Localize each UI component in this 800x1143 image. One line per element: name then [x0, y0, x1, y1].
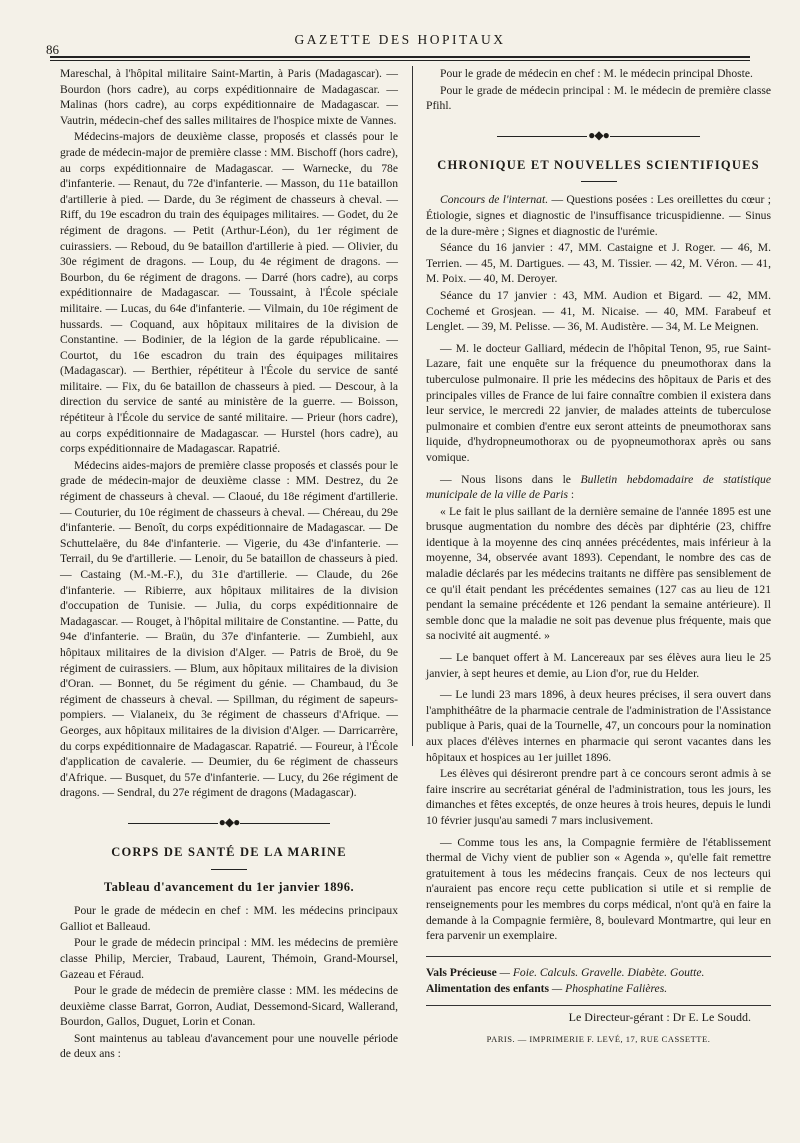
- ad-text: — Phosphatine Falières.: [549, 982, 668, 996]
- column-divider: [412, 66, 413, 746]
- left-paragraph: Médecins aides-majors de première classe proposés et classés pour le grade de médecin-major de deuxième classe : MM. Destrez, du 2e régiment de chasseurs à cheval. — Claoué, du 18e régiment d'artillerie. — Couturier, du 10e régiment de chasseurs à cheval. — Chéreau, du 29e d'infanterie. — Benoît, du corps expéditionnaire de Madagascar. — De Schuttelaëre, du 84e d'infanterie. — Vigerie, du 43e d'infanterie. — Terrail, du 9e d'artillerie. — Lenoir, du 5e bataillon de chasseurs à pied. — Castaing (M.-M.-F.), du 31e d'artillerie. — Claude, du 26e d'infanterie. — Ribierre, aux hôpitaux militaires de la division d'occupation de Tunisie. — Julia, du corps expéditionnaire de Madagascar. — Rouget, à l'hôpital militaire de Constantine. — Patte, du 94e d'infanterie. — Braün, du 37e d'infanterie. — Zumbiehl, aux hôpitaux militaires de la division d'Alger. — Patris de Broë, du 9e régiment de cuirassiers. — Blum, aux hôpitaux militaires de la division d'Oran. — Bonnet, du 5e régiment du génie. — Chambaud, du 3e régiment de chasseurs à cheval. — Spillman, du régiment de sapeurs-pompiers. — Vialaneix, du 3e régiment de chasseurs d'Afrique. — Georges, aux hôpitaux militaires de la division d'Alger. — Darricarrère, du corps expéditionnaire de Madagascar. Rapatrié. — Foureur, à l'École d'application de cavalerie. — Deumier, du 6e régiment de chasseurs d'Afrique. — Busquet, du 57e d'infanterie. — Lucy, du 26e régiment de dragons. — Sendral, du 27e régiment de dragons (Madagascar).: [60, 458, 398, 800]
- concours-paragraph: Les élèves qui désireront prendre part à ce concours seront admis à se faire inscrire au secrétariat général de l'administration, tous les jours, les dimanches et fêtes exceptés, de onze heures à trois heures, depuis le lundi 10 février jusqu'au samedi 7 mars inclusivement.: [426, 767, 771, 827]
- short-rule: [581, 181, 617, 182]
- marine-paragraph: Sont maintenus au tableau d'avancement pour une nouvelle période de deux ans :: [60, 1031, 398, 1061]
- left-paragraph: Mareschal, à l'hôpital militaire Saint-Martin, à Paris (Madagascar). — Bourdon (hors cadre), au corps expéditionnaire de Madagascar. — Malinas (hors cadre), au corps expéditionnaire de Madagascar. — Vautrin, médecin-chef des salles militaires de l'hospice mixte de Vannes.: [60, 67, 398, 127]
- seance-paragraph: Séance du 17 janvier : 43, MM. Audion et Bigard. — 42, MM. Cochemé et Grosjean. — 41, M. Nicaise. — 40, MM. Farabeuf et Lenglet. — 39, M. Pelisse. — 36, M. Audistère. — 34, M. Le Meignen.: [426, 288, 771, 334]
- bulletin-quote: « Le fait le plus saillant de la dernière semaine de l'année 1895 est une brusque augmentation du nombre des décès par diphtérie (23, chiffre identique à la moyenne des cinq années précédentes, mais inférieur à la moyenne, 34, observée avant 1893). Cependant, le nombre des cas de maladie déclarés par les médecins traitants ne diffère pas sensiblement de ce qu'il était pendant les précédentes semaines (127 cas au lieu de 121 pendant la semaine précédente et 126 pendant la semaine antérieure). Il semble donc que la maladie ne soit pas devenue plus fréquente, mais que sa nocivité ait augmenté. »: [426, 504, 771, 643]
- ad-brand: Vals Précieuse: [426, 965, 497, 979]
- vichy-paragraph: — Comme tous les ans, la Compagnie fermière de l'établissement thermal de Vichy vient de publier son « Agenda », qu'elle fait remettre gratuitement à tous les médecins français. Ceux de nos lecteurs qui n'auraient pas encore reçu cette publication si utile et si remplie de renseignements pour les membres du corps médical, n'ont qu'à en faire la demande à la Compagnie fermière, 8, boulevard Montmartre, qui leur en fera parvenir un exemplaire.: [426, 835, 771, 943]
- galliard-paragraph: — M. le docteur Galliard, médecin de l'hôpital Tenon, 95, rue Saint-Lazare, fait une enquête sur la fréquence du pneumothorax dans la tuberculose pulmonaire. Il prie les médecins des hôpitaux de Paris et des principales villes de France de lui faire connaître combien il existera dans leur service, le mercredi 22 janvier, de malades atteints de tuberculose pulmonaire et combien d'entre eux seront atteints de pneumothorax sans liquide, d'hydropneumothorax ou de pyopneumothorax après ou sans vomique.: [426, 341, 771, 464]
- running-title: GAZETTE DES HOPITAUX: [294, 32, 506, 47]
- ornament-divider: ●◆●: [60, 815, 398, 831]
- ad-brand: Alimentation des enfants: [426, 982, 550, 996]
- section-title-chronique: CHRONIQUE ET NOUVELLES SCIENTIFIQUES: [437, 157, 760, 172]
- concours-paragraph: — Le lundi 23 mars 1896, à deux heures précises, il sera ouvert dans l'amphithéâtre de la pharmacie centrale de l'administration de l'Assistance publique à Paris, quai de la Tournelle, 47, un concours pour la nomination aux places d'élèves internes en pharmacie qui seront vacantes dans les hôpitaux et hospices au 1er juillet 1896.: [426, 688, 771, 764]
- right-column: [426, 66, 771, 1047]
- table-title: Tableau d'avancement du 1er janvier 1896.: [103, 879, 355, 894]
- section-title-marine: CORPS DE SANTÉ DE LA MARINE: [111, 844, 347, 859]
- marine-paragraph: Pour le grade de médecin en chef : MM. les médecins principaux Galliot et Balleaud.: [60, 904, 398, 933]
- bulletin-paragraph: [426, 472, 771, 503]
- header-rule: [50, 56, 750, 61]
- marine-paragraph: Pour le grade de médecin de première classe : MM. les médecins de deuxième classe Barrat, Gorron, Audiat, Dessemond-Sicard, Wallerand, Bourdon, Gallos, Duguet, Lorin et Conan.: [60, 984, 398, 1029]
- left-column: [60, 66, 398, 1063]
- internat-paragraph: [426, 192, 771, 239]
- banquet-paragraph: — Le banquet offert à M. Lancereaux par ses élèves aura lieu le 25 janvier, à sept heures et demie, au Lion d'or, rue du Helder.: [426, 651, 771, 680]
- short-rule: [211, 869, 247, 870]
- bulletin-after: :: [568, 488, 575, 502]
- ad-text: — Foie. Calculs. Gravelle. Diabète. Goutte.: [496, 965, 705, 979]
- bulletin-title: Bulletin hebdomadaire de statistique municipale de la ville de Paris: [426, 472, 771, 502]
- ads-separator: [426, 956, 771, 957]
- director-signature: Le Directeur-gérant : Dr E. Le Soudd.: [426, 1005, 771, 1026]
- bulletin-before: — Nous lisons dans le: [440, 472, 581, 486]
- page-number: 86: [46, 42, 59, 57]
- internat-text: — Questions posées : Les oreillettes du cœur ; Étiologie, signes et diagnostic de l'insuffisance tricuspidienne. — Sinus de la dure-mère ; Signes et diagnostic de l'urémie.: [426, 193, 771, 238]
- right-paragraph: Pour le grade de médecin principal : M. le médecin de première classe Pfihl.: [426, 83, 771, 113]
- left-paragraph: Médecins-majors de deuxième classe, proposés et classés pour le grade de médecin-major de première classe : MM. Bischoff (hors cadre), au corps expéditionnaire de Madagascar. — Warnecke, du 78e d'infanterie. — Renaut, du 72e d'infanterie. — Masson, du 11e bataillon d'artillerie à pied. — Darde, du 3e régiment de chasseurs à cheval. — Riff, du 19e escadron du train des équipages militaires. — Godet, du 2e régiment de dragons. — Petit (Arthur-Léon), du 1er régiment de cuirassiers. — Reboud, du 9e bataillon d'artillerie à pied. — Olivier, du 30e régiment de dragons. — Loup, du 4e régiment de dragons. — Bourbon, du 6e régiment de dragons. — Darré (hors cadre), au corps expéditionnaire de Madagascar. — Toussaint, à l'École spéciale militaire. — Lucas, du 64e d'infanterie. — Vilmain, du 10e régiment de hussards. — Coquand, aux hôpitaux militaires de la division de Constantine. — Bodinier, de la légion de la garde républicaine. — Courtot, du 16e escadron du train des équipages militaires (Madagascar). — Berthier, répétiteur à l'École du service de santé militaire. — Fix, du 6e bataillon de chasseurs à pied. — Descour, à la direction du service de santé au ministère de la guerre. — Boisson, répétiteur à l'École du service de santé militaire. — Prieur (hors cadre), au corps expéditionnaire de Madagascar. — Hurstel (hors cadre), au corps expéditionnaire de Madagascar. Rapatrié.: [60, 130, 398, 456]
- ad-line: [426, 965, 771, 981]
- seance-paragraph: Séance du 16 janvier : 47, MM. Castaigne et J. Roger. — 46, M. Terrien. — 45, M. Dartigues. — 43, M. Tissier. — 42, M. Véron. — 41, M. Poix. — 40, M. Deroyer.: [426, 241, 771, 286]
- right-paragraph: Pour le grade de médecin en chef : M. le médecin principal Dhoste.: [440, 67, 753, 80]
- ornament-divider: ●◆●: [426, 128, 771, 144]
- printer-line: PARIS. — IMPRIMERIE F. LEVÉ, 17, RUE CASSETTE.: [486, 1033, 711, 1044]
- ad-line: [426, 981, 771, 997]
- marine-paragraph: Pour le grade de médecin principal : MM. les médecins de première classe Philip, Mercier, Trabaud, Laurent, Thémoin, Grand-Moursel, Gazeau et Féraud.: [60, 936, 398, 981]
- internat-lead: Concours de l'internat.: [440, 193, 549, 207]
